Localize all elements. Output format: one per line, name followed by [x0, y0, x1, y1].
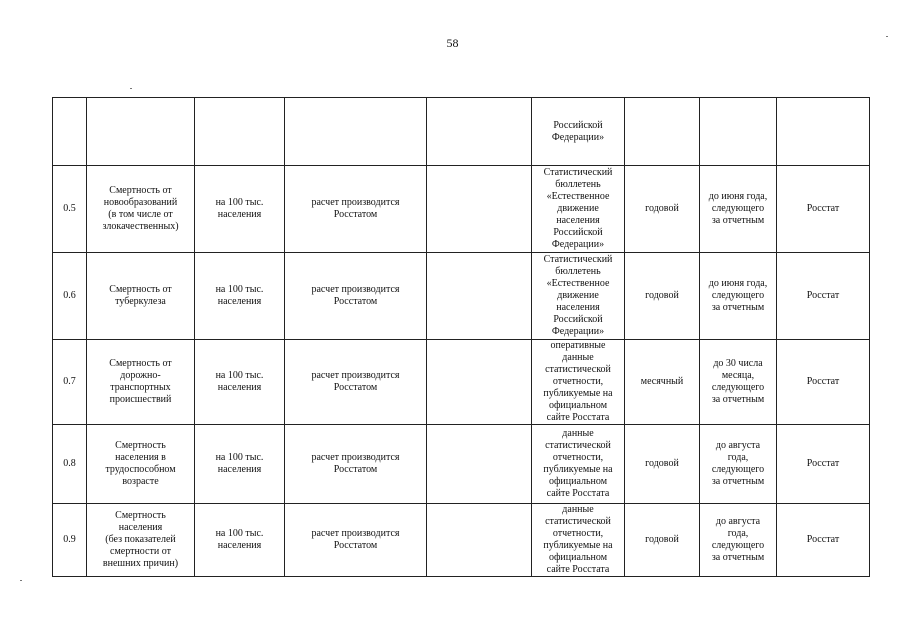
cell-indicator [87, 98, 195, 166]
cell-unit [195, 98, 285, 166]
cell-periodicity [625, 98, 700, 166]
cell-num [53, 98, 87, 166]
cell-method [285, 98, 427, 166]
cell-responsible [777, 98, 870, 166]
cell-responsible: Росстат [777, 504, 870, 577]
statistics-table [52, 97, 870, 577]
cell-source: данные статистической отчетности, публикуемые на официальном сайте Росстата [532, 504, 625, 577]
cell-indicator: Смертность населения (без показателей смертности от внешних причин) [87, 504, 195, 577]
cell-indicator: Смертность от дорожно- транспортных происшествий [87, 340, 195, 425]
cell-periodicity: годовой [625, 425, 700, 504]
cell-extra [427, 166, 532, 253]
table-row [53, 504, 870, 577]
cell-num: 0.6 [53, 253, 87, 340]
cell-periodicity: годовой [625, 504, 700, 577]
cell-deadline: до 30 числа месяца, следующего за отчетным [700, 340, 777, 425]
cell-source: Российской Федерации» [532, 98, 625, 166]
table-row-continuation [53, 98, 870, 166]
cell-source: оперативные данные статистической отчетности, публикуемые на официальном сайте Росстата [532, 340, 625, 425]
cell-method: расчет производится Росстатом [285, 253, 427, 340]
cell-deadline: до августа года, следующего за отчетным [700, 425, 777, 504]
cell-unit: на 100 тыс. населения [195, 340, 285, 425]
cell-method: расчет производится Росстатом [285, 504, 427, 577]
cell-unit: на 100 тыс. населения [195, 166, 285, 253]
table-row [53, 253, 870, 340]
table-row [53, 166, 870, 253]
scan-speck [886, 36, 888, 37]
cell-method: расчет производится Росстатом [285, 425, 427, 504]
cell-deadline: до июня года, следующего за отчетным [700, 253, 777, 340]
cell-periodicity: месячный [625, 340, 700, 425]
cell-unit: на 100 тыс. населения [195, 253, 285, 340]
cell-extra [427, 425, 532, 504]
cell-deadline: до июня года, следующего за отчетным [700, 166, 777, 253]
cell-source: Статистический бюллетень «Естественное движение населения Российской Федерации» [532, 166, 625, 253]
cell-num: 0.7 [53, 340, 87, 425]
cell-responsible: Росстат [777, 425, 870, 504]
table-row [53, 425, 870, 504]
cell-extra [427, 98, 532, 166]
cell-method: расчет производится Росстатом [285, 166, 427, 253]
cell-periodicity: годовой [625, 166, 700, 253]
cell-deadline: до августа года, следующего за отчетным [700, 504, 777, 577]
page-number: 58 [446, 36, 459, 50]
cell-unit: на 100 тыс. населения [195, 504, 285, 577]
cell-responsible: Росстат [777, 253, 870, 340]
cell-source: данные статистической отчетности, публикуемые на официальном сайте Росстата [532, 425, 625, 504]
cell-unit: на 100 тыс. населения [195, 425, 285, 504]
cell-indicator: Смертность от новообразований (в том числе от злокачественных) [87, 166, 195, 253]
cell-num: 0.8 [53, 425, 87, 504]
cell-responsible: Росстат [777, 166, 870, 253]
cell-periodicity: годовой [625, 253, 700, 340]
cell-deadline [700, 98, 777, 166]
cell-extra [427, 340, 532, 425]
cell-responsible: Росстат [777, 340, 870, 425]
cell-indicator: Смертность от туберкулеза [87, 253, 195, 340]
table-row [53, 340, 870, 425]
cell-extra [427, 253, 532, 340]
cell-num: 0.9 [53, 504, 87, 577]
scan-speck [130, 88, 132, 89]
cell-indicator: Смертность населения в трудоспособном возрасте [87, 425, 195, 504]
scan-speck [20, 580, 22, 581]
cell-source: Статистический бюллетень «Естественное движение населения Российской Федерации» [532, 253, 625, 340]
cell-extra [427, 504, 532, 577]
cell-method: расчет производится Росстатом [285, 340, 427, 425]
cell-num: 0.5 [53, 166, 87, 253]
